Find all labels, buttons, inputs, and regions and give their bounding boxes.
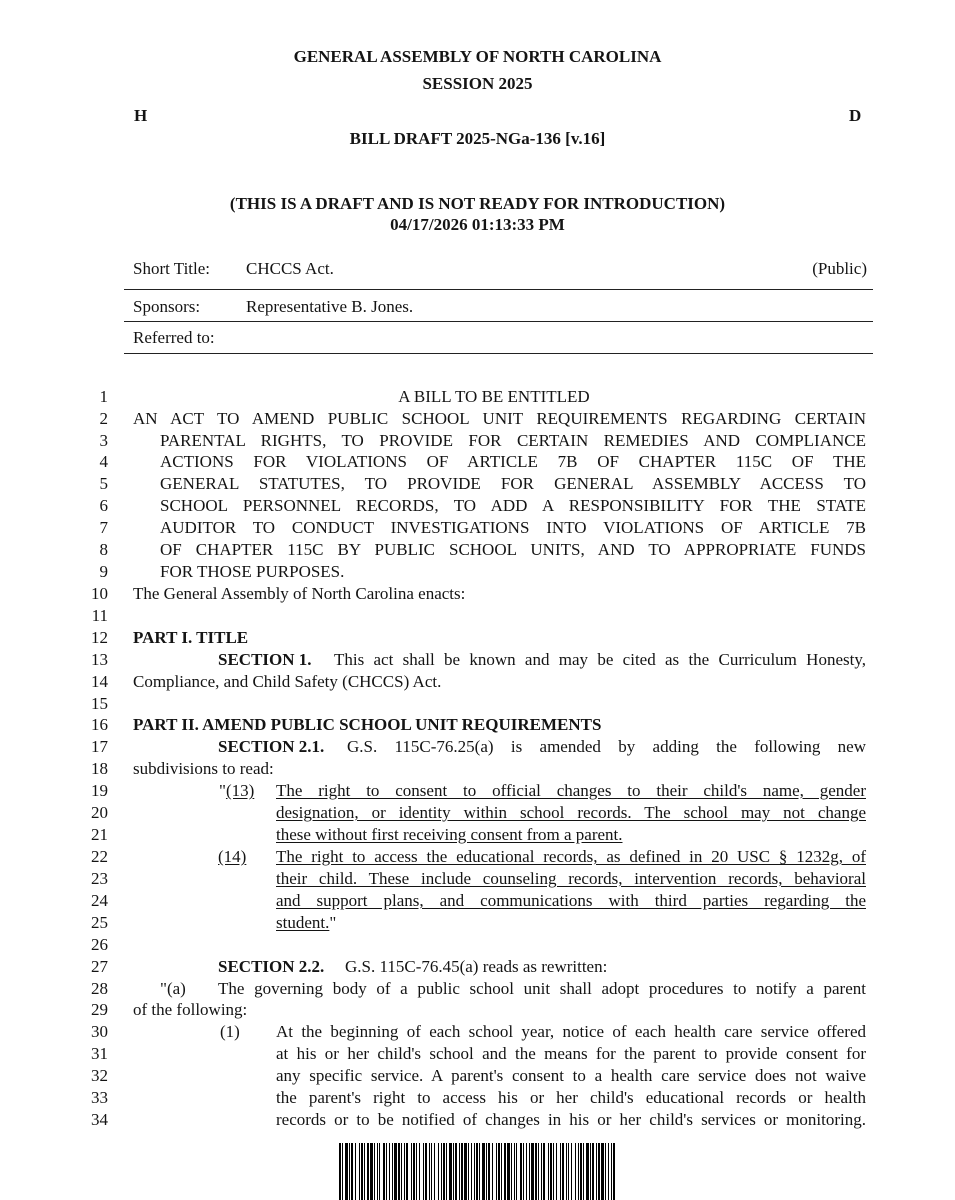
line-number: 17 [91,737,108,756]
bill-entitled-heading: A BILL TO BE ENTITLED [398,387,590,406]
act-title-line: AN ACT TO AMEND PUBLIC SCHOOL UNIT REQUIREMENTS REGARDING CERTAIN [133,409,866,428]
inserted-text: these without first receiving consent from a parent. [276,825,623,844]
subdivision-number: "(13) [219,781,255,800]
session-heading: SESSION 2025 [422,74,533,93]
inserted-text-end: student." [276,913,337,932]
inserted-text: student. [276,913,330,932]
line-number: 6 [99,496,108,515]
line-number: 26 [91,935,108,954]
act-title-line: ACTIONS FOR VIOLATIONS OF ARTICLE 7B OF CHAPTER 115C OF THE [160,452,866,471]
act-title-line: GENERAL STATUTES, TO PROVIDE FOR GENERAL ASSEMBLY ACCESS TO [160,474,866,493]
statute-text: The governing body of a public school unit shall adopt procedures to notify a parent [218,979,866,998]
divider [124,321,873,322]
part-heading: PART II. AMEND PUBLIC SCHOOL UNIT REQUIREMENTS [133,715,602,734]
inserted-text: their child. These include counseling records, intervention records, behavioral [276,869,866,888]
line-number: 20 [91,803,108,822]
barcode-bar [613,1143,615,1200]
section-text: G.S. 115C-76.45(a) reads as rewritten: [345,957,608,976]
draft-timestamp: 04/17/2026 01:13:33 PM [390,215,565,234]
act-title-line: SCHOOL PERSONNEL RECORDS, TO ADD A RESPONSIBILITY FOR THE STATE [160,496,866,515]
line-number: 12 [91,628,108,647]
line-number: 32 [91,1066,108,1085]
sponsors-value: Representative B. Jones. [246,297,414,316]
line-number: 16 [91,715,108,734]
line-number: 4 [99,452,108,471]
inserted-text: designation, or identity within school records. The school may not change [276,803,866,822]
section-text: This act shall be known and may be cited as the Curriculum Honesty, [334,650,866,669]
divider [124,353,873,354]
document-barcode [339,1143,617,1200]
line-number: 1 [99,387,108,406]
inserted-text: The right to consent to official changes to their child's name, gender [276,781,866,800]
subsection-label: "(a) [160,979,186,998]
line-number: 28 [91,979,108,998]
assembly-heading: GENERAL ASSEMBLY OF NORTH CAROLINA [293,47,662,66]
bill-type: (Public) [812,259,867,278]
line-number: 3 [99,431,108,450]
inserted-text: and support plans, and communications with third parties regarding the [276,891,866,910]
line-number: 5 [99,474,108,493]
draft-notice: (THIS IS A DRAFT AND IS NOT READY FOR INTRODUCTION) [229,194,726,213]
line-number: 11 [91,606,108,625]
statute-text: At the beginning of each school year, notice of each health care service offered [276,1022,866,1041]
statute-text: at his or her child's school and the means for the parent to provide consent for [276,1044,866,1063]
act-title-line: AUDITOR TO CONDUCT INVESTIGATIONS INTO VIOLATIONS OF ARTICLE 7B [160,518,866,537]
line-number: 2 [99,409,108,428]
line-number: 23 [91,869,108,888]
part-heading: PART I. TITLE [133,628,249,647]
line-number: 21 [91,825,108,844]
short-title-label: Short Title: [133,259,211,278]
act-title-line: FOR THOSE PURPOSES. [160,562,345,581]
section-text: G.S. 115C-76.25(a) is amended by adding the following new [347,737,866,756]
statute-text: records or to be notified of changes in his or her child's services or monitoring. [276,1110,866,1129]
line-number: 24 [91,891,108,910]
act-title-line: OF CHAPTER 115C BY PUBLIC SCHOOL UNITS, AND TO APPROPRIATE FUNDS [160,540,866,559]
divider [124,289,873,290]
line-number: 30 [91,1022,108,1041]
line-number: 27 [91,957,108,976]
line-number: 9 [99,562,108,581]
section-text: Compliance, and Child Safety (CHCCS) Act. [133,672,442,691]
referred-label: Referred to: [133,328,215,347]
line-number: 7 [99,518,108,537]
section-label: SECTION 1. [218,650,312,669]
line-number: 18 [91,759,108,778]
line-number: 25 [91,913,108,932]
line-number: 22 [91,847,108,866]
line-number: 33 [91,1088,108,1107]
line-number: 29 [91,1000,108,1019]
line-number: 34 [91,1110,108,1129]
line-number: 10 [91,584,108,603]
enacting-clause: The General Assembly of North Carolina enacts: [133,584,466,603]
subdivision-number: (14) [218,847,247,866]
line-number: 15 [91,694,108,713]
draft-code: D [849,106,862,125]
act-title-line: PARENTAL RIGHTS, TO PROVIDE FOR CERTAIN REMEDIES AND COMPLIANCE [160,431,866,450]
section-label: SECTION 2.1. [218,737,325,756]
statute-text: the parent's right to access his or her child's educational records or health [276,1088,866,1107]
statute-text: any specific service. A parent's consent to a health care service does not waive [276,1066,866,1085]
line-number: 13 [91,650,108,669]
bill-draft-number: BILL DRAFT 2025-NGa-136 [v.16] [349,129,606,148]
short-title-value: CHCCS Act. [246,259,334,278]
sponsors-label: Sponsors: [133,297,201,316]
inserted-text: The right to access the educational records, as defined in 20 USC § 1232g, of [276,847,866,866]
statute-text: of the following: [133,1000,248,1019]
line-number: 8 [99,540,108,559]
section-label: SECTION 2.2. [218,957,325,976]
subdivision-number-text: (13) [225,781,255,800]
line-number: 14 [91,672,108,691]
item-number: (1) [220,1022,240,1041]
line-number: 31 [91,1044,108,1063]
chamber-code: H [134,106,148,125]
section-text: subdivisions to read: [133,759,274,778]
line-number: 19 [91,781,108,800]
